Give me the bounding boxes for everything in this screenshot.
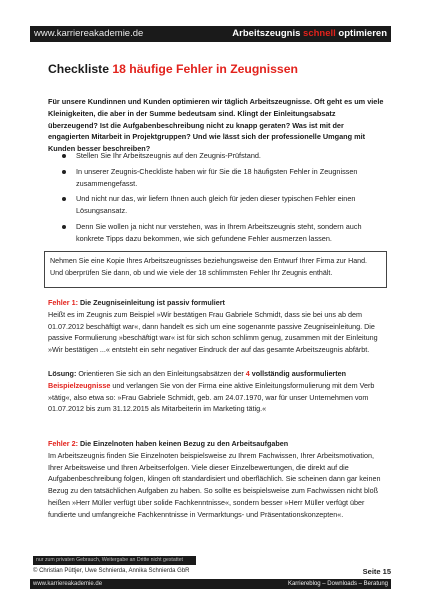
solution-text-b: vollständig ausformulierten [249,369,347,378]
error-2-title: Die Einzelnoten haben keinen Bezug zu den Arbeitsaufgaben [77,439,289,448]
solution-label: Lösung: [48,369,77,378]
error-1-section [48,297,384,356]
sample-certificates-link[interactable]: Beispielzeugnisse [48,380,111,390]
header-url[interactable]: www.karriereakademie.de [34,28,144,39]
list-item: Und nicht nur das, wir liefern Ihnen auch gleich für jeden dieser typischen Fehler einen Lösungsansatz. [62,193,380,217]
tagline-post: optimieren [335,28,387,39]
footer-url[interactable]: www.karriereakademie.de [33,581,103,587]
header-tagline [232,26,387,42]
page-title [48,62,298,76]
error-1-title: Die Zeugniseinleitung ist passiv formuliert [77,298,225,307]
list-item: Denn Sie wollen ja nicht nur verstehen, was in Ihrem Arbeitszeugnis steht, sondern auch konkrete Tipps dazu bekommen, wie sich gefundene Fehler ausmerzen lassen. [62,221,380,245]
header-bar [30,26,391,42]
list-item: In unserer Zeugnis-Checkliste haben wir für Sie die 18 häufigsten Fehler in Zeugnissen zusammengefasst. [62,166,380,190]
solution-text-c: und verlangen Sie von der Firma eine aktive Einleitungsformulierung mit dem Verb »tätig«, also etwa so: »Frau Gabriele Schmidt, geb. am 24.07.1970, war für unser Unternehmen vom 01.07.2012 bis zum 31.12.2015 als Mitarbeiterin im Marketing tätig.« [48,380,375,414]
intro-paragraph: Für unsere Kundinnen und Kunden optimieren wir täglich Arbeitszeugnisse. Oft geht es um viele Kleinigkeiten, die aber in der Summe bedeutsam sind. Klingt der Einleitungsabsatz überzeugend? Ist die Aufgabenbeschreibung nicht zu knapp geraten? Was ist mit der engagierten Mitarbeit in Projektgruppen? Und wie lässt sich der professionelle Umgang mit Kunden besser beschreiben? [48,97,384,154]
page-number: Seite 15 [362,567,391,576]
tagline-highlight: schnell [303,28,336,39]
title-pre: Checkliste [48,62,113,76]
error-1-heading [48,297,384,309]
footer-links[interactable]: Karriereblog – Downloads – Beratung [287,581,388,587]
error-2-heading [48,438,384,450]
footer-copyright-line [33,568,391,574]
solution-text-a: Orientieren Sie sich an den Einleitungsabsätzen der [76,369,246,378]
footer-copyright: © Christian Püttjer, Uwe Schnierda, Annika Schnierda GbR [33,568,190,574]
title-highlight: 18 häufige Fehler in Zeugnissen [112,62,298,76]
error-2-text: Im Arbeitszeugnis finden Sie Einzelnoten beispielsweise zu Ihrem Fachwissen, Ihrer Arbeitsmotivation, Ihrer Arbeitsweise und Ihren Arbeitserfolgen. Viele dieser Einzelbewertungen, die direkt auf die Aufgabenbeschreibung folgen, klingen oft standardisiert und oberflächlich. Sie scheinen dann gar keinen Bezug zu den tatsächlichen Aufgaben zu haben. So sollte es beispielsweise zum Fachwissen nicht bloß heißen »Herr Müller verfügt über solide Fachkenntnisse«, sondern besser »Herr Müller verfügt über fundierte und umfangreiche Fachkenntnisse in Vermarktungs- und Präsentationskonzepten«. [48,450,381,519]
error-2-section [48,438,384,521]
footer-usage-note: nur zum privaten Gebrauch, Weitergabe an Dritte nicht gestattet [33,556,196,565]
notice-box: Nehmen Sie eine Kopie Ihres Arbeitszeugnisses beziehungsweise den Entwurf Ihrer Firma zur Hand. Und überprüfen Sie dann, ob und wie viele der 18 schlimmsten Fehler Ihr Zeugnis enthält. [44,251,387,288]
error-1-text: Heißt es im Zeugnis zum Beispiel »Wir bestätigen Frau Gabriele Schmidt, dass sie bei uns ab dem 01.07.2012 beschäftigt war«, dann handelt es sich um eine sogenannte passive Zeugniseinleitung. Die passive Formulierung »beschäftigt war« ist für sich schon schlimm genug, zusammen mit der Einleitung »Wir bestätigen ...« entsteht ein sehr negativer Eindruck der auf das gesamte Arbeitszeugnis abfärbt. [48,309,378,355]
list-item: Stellen Sie Ihr Arbeitszeugnis auf den Zeugnis-Prüfstand. [62,150,380,162]
error-1-solution [48,368,384,415]
bullet-list [62,150,380,249]
error-1-label: Fehler 1: [48,298,78,307]
error-2-label: Fehler 2: [48,439,78,448]
footer-bar [30,579,391,589]
tagline-pre: Arbeitszeugnis [232,28,304,39]
solution-number: 4 [245,369,250,378]
